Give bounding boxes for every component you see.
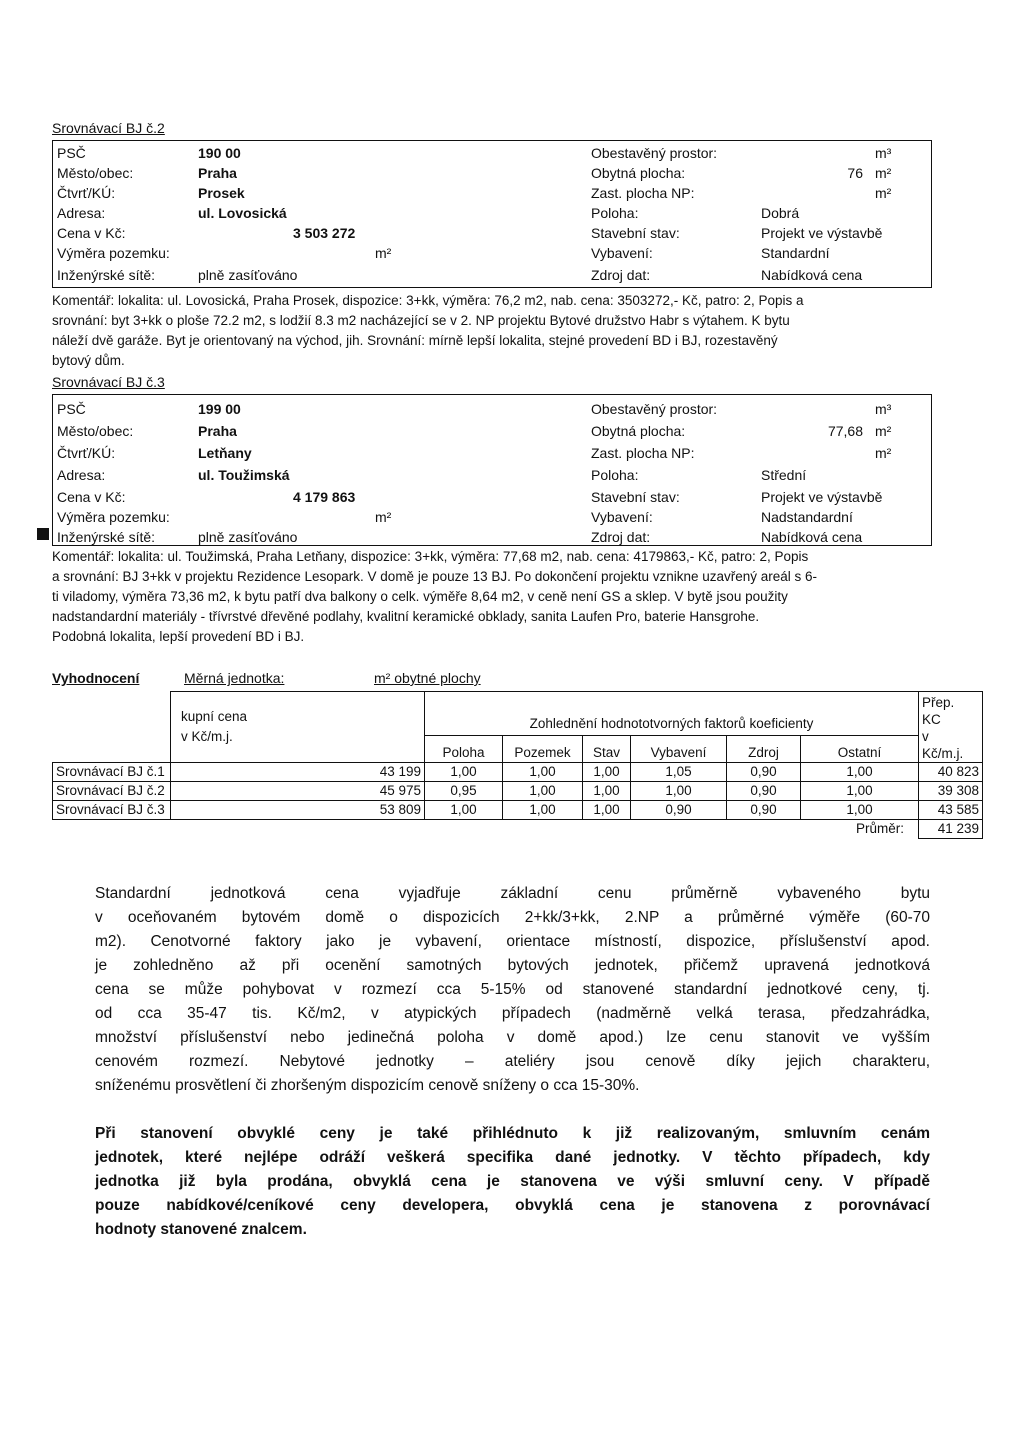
bj2-title: Srovnávací BJ č.2 (52, 120, 165, 136)
bj3-comment (52, 547, 932, 647)
paragraph-line: pouze nabídkové/ceníkové ceny developera, obvyklá cena je stanovena z porovnávací (95, 1197, 930, 1214)
bj2-obytna: 76 (847, 165, 863, 181)
eval-unit-label: Měrná jednotka: (184, 670, 285, 686)
eval-h-prep: Přep. (922, 695, 955, 710)
bj3-vymera-unit: m² (375, 509, 392, 525)
eval-row-cena: 43 199 (171, 763, 425, 782)
eval-h-poloha: Poloha (425, 736, 503, 763)
eval-row-pozemek: 1,00 (503, 801, 583, 820)
bj2-adresa: ul. Lovosická (198, 205, 287, 221)
bj2-obytna-unit: m² (875, 165, 892, 181)
bj3-obestaveny-unit: m³ (875, 401, 892, 417)
eval-row-zdroj: 0,90 (727, 782, 801, 801)
eval-h-prep: Kč/m.j. (922, 746, 964, 761)
bj2-obestaveny-label: Obestavěný prostor: (591, 145, 718, 161)
bj3-comment-line: Komentář: lokalita: ul. Toužimská, Praha Letňany, dispozice: 3+kk, výměra: 77,68 m2, nab. cena: 4179863,- Kč, patro: 2, Popis (52, 549, 809, 564)
bj2-comment-line: srovnání: byt 3+kk o ploše 72.2 m2, s lodžií 8.3 m2 nacházející se v 2. NP projektu Bytové družstvo Habr s výtahem. K bytu (52, 313, 790, 328)
eval-row-prep: 40 823 (919, 763, 983, 782)
eval-row-poloha: 0,95 (425, 782, 503, 801)
bj3-comment-line: ti viladomy, výměra 73,36 m2, k bytu patří dva balkony o celk. výměře 8,64 m2, v ceně není GS a sklep. V bytě jsou použity (52, 589, 788, 604)
bj2-ctvrt: Prosek (198, 185, 245, 201)
bj2-psc-label: PSČ (57, 145, 86, 161)
bj3-site: plně zasíťováno (198, 529, 298, 545)
bj2-vymera-label: Výměra pozemku: (57, 245, 170, 261)
eval-row-vybaveni: 0,90 (631, 801, 727, 820)
eval-row-vybaveni: 1,00 (631, 782, 727, 801)
bj2-psc: 190 00 (198, 145, 241, 161)
bj3-cena: 4 179 863 (293, 489, 356, 505)
eval-row-zdroj: 0,90 (727, 763, 801, 782)
bj2-cena: 3 503 272 (293, 225, 356, 241)
paragraph-line: Standardní jednotková cena vyjadřuje základní cenu průměrně vybaveného bytu (95, 885, 930, 902)
table-row (53, 801, 983, 820)
bj3-comment-line: nadstandardní materiály - třívrstvé dřevěné podlahy, kvalitní keramické obklady, sanita Laufen Pro, baterie Hansgrohe. (52, 609, 760, 624)
eval-prumer-label: Průměr: (855, 821, 904, 837)
eval-row-stav: 1,00 (583, 782, 631, 801)
eval-title: Vyhodnocení (52, 670, 140, 686)
eval-h-zohledneni: Zohlednění hodnototvorných faktorů koeficienty (425, 692, 919, 736)
eval-table (52, 691, 983, 839)
bj2-vybaveni: Standardní (761, 245, 830, 261)
bj3-ctvrt: Letňany (198, 445, 252, 461)
eval-h-pozemek: Pozemek (503, 736, 583, 763)
bj2-vymera-unit: m² (375, 245, 392, 261)
bj3-obytna-unit: m² (875, 423, 892, 439)
eval-h-prep: v (922, 729, 929, 744)
eval-prumer: 41 239 (919, 820, 983, 839)
bj2-adresa-label: Adresa: (57, 205, 106, 221)
paragraph-standard-price (95, 882, 930, 1098)
eval-unit-value: m² obytné plochy (374, 670, 481, 686)
eval-row-pozemek: 1,00 (503, 782, 583, 801)
bj2-obytna-label: Obytná plocha: (591, 165, 686, 181)
eval-row-vybaveni: 1,05 (631, 763, 727, 782)
paragraph-line: hodnoty stanovené znalcem. (95, 1221, 307, 1238)
bj3-vybaveni-label: Vybavení: (591, 509, 653, 525)
eval-row-name: Srovnávací BJ č.2 (53, 782, 171, 801)
eval-row-stav: 1,00 (583, 801, 631, 820)
bj2-site: plně zasíťováno (198, 267, 298, 283)
bj2-mesto: Praha (198, 165, 237, 181)
bj3-comment-line: Podobná lokalita, lepší provedení BD i BJ. (52, 629, 305, 644)
paragraph-line: cena se může pohybovat v rozmezí cca 5-15% od stanovené standardní jednotkové ceny, tj. (95, 981, 930, 998)
eval-h-ostatni: Ostatní (801, 736, 919, 763)
bj3-ctvrt-label: Čtvrť/KÚ: (57, 445, 116, 461)
bj2-ctvrt-label: Čtvrť/KÚ: (57, 185, 116, 201)
bj3-poloha: Střední (761, 467, 807, 483)
bj3-title: Srovnávací BJ č.3 (52, 374, 165, 390)
bj3-stav: Projekt ve výstavbě (761, 489, 883, 505)
paragraph-line: v oceňovaném bytovém domě o dispozicích 2+kk/3+kk, 2.NP a průměrné výměře (60-70 (95, 909, 930, 926)
bj3-vybaveni: Nadstandardní (761, 509, 853, 525)
paragraph-line: od cca 35-47 tis. Kč/m2, v atypických případech (nadměrně velká terasa, předzahrádka, (95, 1005, 930, 1022)
bj2-mesto-label: Město/obec: (57, 165, 134, 181)
bullet-square (37, 528, 49, 540)
paragraph-contract-prices (95, 1122, 930, 1242)
eval-h-kupni: kupní cena (181, 709, 248, 724)
bj2-comment-line: náleží dvě garáže. Byt je orientovaný na východ, jih. Srovnání: mírně lepší lokalita, stejné provedení BD i BJ, rozestavěný (52, 333, 778, 348)
table-row (53, 782, 983, 801)
eval-row-zdroj: 0,90 (727, 801, 801, 820)
eval-row-prep: 39 308 (919, 782, 983, 801)
eval-row-prep: 43 585 (919, 801, 983, 820)
bj3-zast-label: Zast. plocha NP: (591, 445, 695, 461)
bj3-site-label: Inženýrské sítě: (57, 529, 156, 545)
bj3-obytna-label: Obytná plocha: (591, 423, 686, 439)
bj3-zast-unit: m² (875, 445, 892, 461)
bj3-psc-label: PSČ (57, 401, 86, 417)
paragraph-line: cenovém rozmezí. Nebytové jednotky – ateliéry jsou cenově díky jejich charakteru, (95, 1053, 930, 1070)
bj3-zdroj-label: Zdroj dat: (591, 529, 651, 545)
eval-row-ostatni: 1,00 (801, 801, 919, 820)
eval-row-poloha: 1,00 (425, 801, 503, 820)
bj3-adresa: ul. Toužimská (198, 467, 290, 483)
bj3-psc: 199 00 (198, 401, 241, 417)
bj3-poloha-label: Poloha: (591, 467, 639, 483)
bj2-info-box (52, 140, 932, 288)
bj3-cena-label: Cena v Kč: (57, 489, 126, 505)
eval-h-stav: Stav (583, 736, 631, 763)
paragraph-line: jednotka již byla prodána, obvyklá cena je stanovena ve výši smluvní ceny. V případě (95, 1173, 930, 1190)
eval-h-zdroj: Zdroj (727, 736, 801, 763)
paragraph-line: m2). Cenotvorné faktory jako je vybavení, orientace místností, dispozice, příslušenství apod. (95, 933, 930, 950)
bj3-obestaveny-label: Obestavěný prostor: (591, 401, 718, 417)
table-row (53, 763, 983, 782)
bj3-stav-label: Stavební stav: (591, 489, 680, 505)
bj2-zdroj-label: Zdroj dat: (591, 267, 651, 283)
eval-row-name: Srovnávací BJ č.3 (53, 801, 171, 820)
bj2-zast-label: Zast. plocha NP: (591, 185, 695, 201)
bj2-comment-line: bytový dům. (52, 353, 125, 368)
bj2-zdroj: Nabídková cena (761, 267, 863, 283)
eval-h-vybaveni: Vybavení (631, 736, 727, 763)
bj2-comment-line: Komentář: lokalita: ul. Lovosická, Praha Prosek, dispozice: 3+kk, výměra: 76,2 m2, nab. cena: 3503272,- Kč, patro: 2, Popis a (52, 293, 804, 308)
bj3-info-box (52, 394, 932, 546)
bj2-comment (52, 291, 932, 371)
eval-row-poloha: 1,00 (425, 763, 503, 782)
bj3-adresa-label: Adresa: (57, 467, 106, 483)
bj2-cena-label: Cena v Kč: (57, 225, 126, 241)
bj2-poloha-label: Poloha: (591, 205, 639, 221)
bj2-site-label: Inženýrské sítě: (57, 267, 156, 283)
bj2-stav-label: Stavební stav: (591, 225, 680, 241)
eval-h-kupni: v Kč/m.j. (181, 729, 233, 744)
bj3-mesto-label: Město/obec: (57, 423, 134, 439)
paragraph-line: sníženému prosvětlení či zhoršeným dispozicím cenově sníženy o cca 15-30%. (95, 1077, 640, 1094)
eval-row-ostatni: 1,00 (801, 782, 919, 801)
eval-row-ostatni: 1,00 (801, 763, 919, 782)
bj3-vymera-label: Výměra pozemku: (57, 509, 170, 525)
eval-h-prep: KC (922, 712, 941, 727)
bj3-obytna: 77,68 (827, 423, 863, 439)
eval-row-cena: 45 975 (171, 782, 425, 801)
bj2-stav: Projekt ve výstavbě (761, 225, 883, 241)
paragraph-line: je zohledněno až při ocenění samotných bytových jednotek, přičemž upravená jednotková (95, 957, 930, 974)
bj3-comment-line: a srovnání: BJ 3+kk v projektu Rezidence Lesopark. V domě je pouze 13 BJ. Po dokončení projektu vznikne uzavřený areál s 6- (52, 569, 818, 584)
bj2-obestaveny-unit: m³ (875, 145, 892, 161)
bj3-mesto: Praha (198, 423, 237, 439)
eval-row-cena: 53 809 (171, 801, 425, 820)
eval-row-pozemek: 1,00 (503, 763, 583, 782)
paragraph-line: množství příslušenství nebo jedinečná poloha v domě apod.) lze cenu stanovit ve vyšším (95, 1029, 930, 1046)
bj2-vybaveni-label: Vybavení: (591, 245, 653, 261)
bj2-zast-unit: m² (875, 185, 892, 201)
eval-row-name: Srovnávací BJ č.1 (53, 763, 171, 782)
paragraph-line: Při stanovení obvyklé ceny je také přihlédnuto k již realizovaným, smluvním cenám (95, 1125, 930, 1142)
bj3-zdroj: Nabídková cena (761, 529, 863, 545)
paragraph-line: jednotek, které nejlépe odráží veškerá specifika dané jednotky. V těchto případech, kdy (95, 1149, 930, 1166)
eval-row-stav: 1,00 (583, 763, 631, 782)
bj2-poloha: Dobrá (761, 205, 800, 221)
